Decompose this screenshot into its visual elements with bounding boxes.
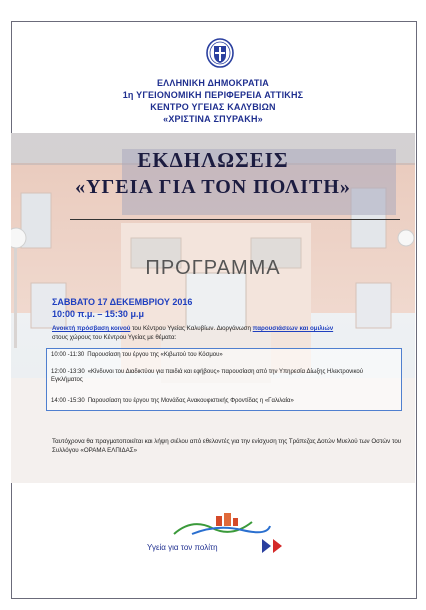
header-line-2: 1η ΥΓΕΙΟΝΟΜΙΚΗ ΠΕΡΙΦΕΡΕΙΑ ΑΤΤΙΚΗΣ (122, 90, 304, 100)
title-divider (70, 219, 400, 220)
schedule-text: Παρουσίαση του έργου της Μονάδας Ανακουφιστικής Φροντίδας η «Γαλιλαία» (87, 398, 294, 404)
header-line-3: ΚΕΝΤΡΟ ΥΓΕΙΑΣ ΚΑΛΥΒΙΩΝ (150, 102, 276, 112)
intro-text-1: του Κέντρου Υγείας Καλυβίων. Διοργάνωση (130, 325, 253, 332)
schedule-text: «Κίνδυνοι του Διαδικτύου για παιδιά και εφήβους» παρουσίαση από την Υπηρεσία Δίωξης Ηλεκτρονικού Εγκλήματος (51, 369, 364, 383)
intro-highlight-access: Ανοικτή πρόσβαση κοινού (52, 325, 131, 332)
event-title: ΕΚΔΗΛΩΣΕΙΣ (137, 148, 289, 172)
health-for-citizen-logo (172, 510, 272, 540)
event-date: ΣΑΒΒΑΤΟ 17 ΔΕΚΕΜΒΡΙΟΥ 2016 (52, 297, 193, 307)
program-heading: ΠΡΟΓΡΑΜΜΑ (145, 257, 281, 279)
greek-coat-of-arms-icon (205, 38, 235, 68)
event-intro (52, 324, 402, 342)
event-subtitle: «ΥΓΕΙΑ ΓΙΑ ΤΟΝ ΠΟΛΙΤΗ» (75, 176, 351, 198)
intro-highlight-talks: παρουσιάσεων και ομιλιών (252, 325, 334, 332)
closing-note: Ταυτόχρονα θα πραγματοποιείται και λήψη σιέλου από εθελοντές για την ενίσχυση της Τράπεζας Δοτών Μυελού των Οστών του Συλλόγου «ΟΡΑΜΑ ΕΛΠΙΔΑΣ» (52, 438, 402, 454)
header-line-4: «ΧΡΙΣΤΙΝΑ ΣΠΥΡΑΚΗ» (163, 114, 263, 124)
schedule-time: 14:00 -15:30 (51, 398, 85, 404)
schedule-time: 12:00 -13:30 (51, 369, 85, 375)
schedule-box (46, 348, 402, 411)
double-chevron-right-icon (260, 538, 286, 554)
event-time: 10:00 π.μ. – 15:30 μ.μ (52, 309, 144, 319)
schedule-row (51, 368, 381, 384)
intro-text-2: στους χώρους του Κέντρου Υγείας με θέματα: (52, 334, 177, 341)
schedule-text: Παρουσίαση του έργου της «Κιβωτού του Κόσμου» (87, 352, 223, 358)
header-line-1: ΕΛΛΗΝΙΚΗ ΔΗΜΟΚΡΑΤΙΑ (156, 78, 270, 88)
schedule-row (51, 397, 397, 405)
schedule-time: 10:00 -11:30 (51, 352, 85, 358)
logo-caption: Υγεία για τον πολίτη (147, 543, 218, 552)
schedule-row (51, 351, 397, 359)
